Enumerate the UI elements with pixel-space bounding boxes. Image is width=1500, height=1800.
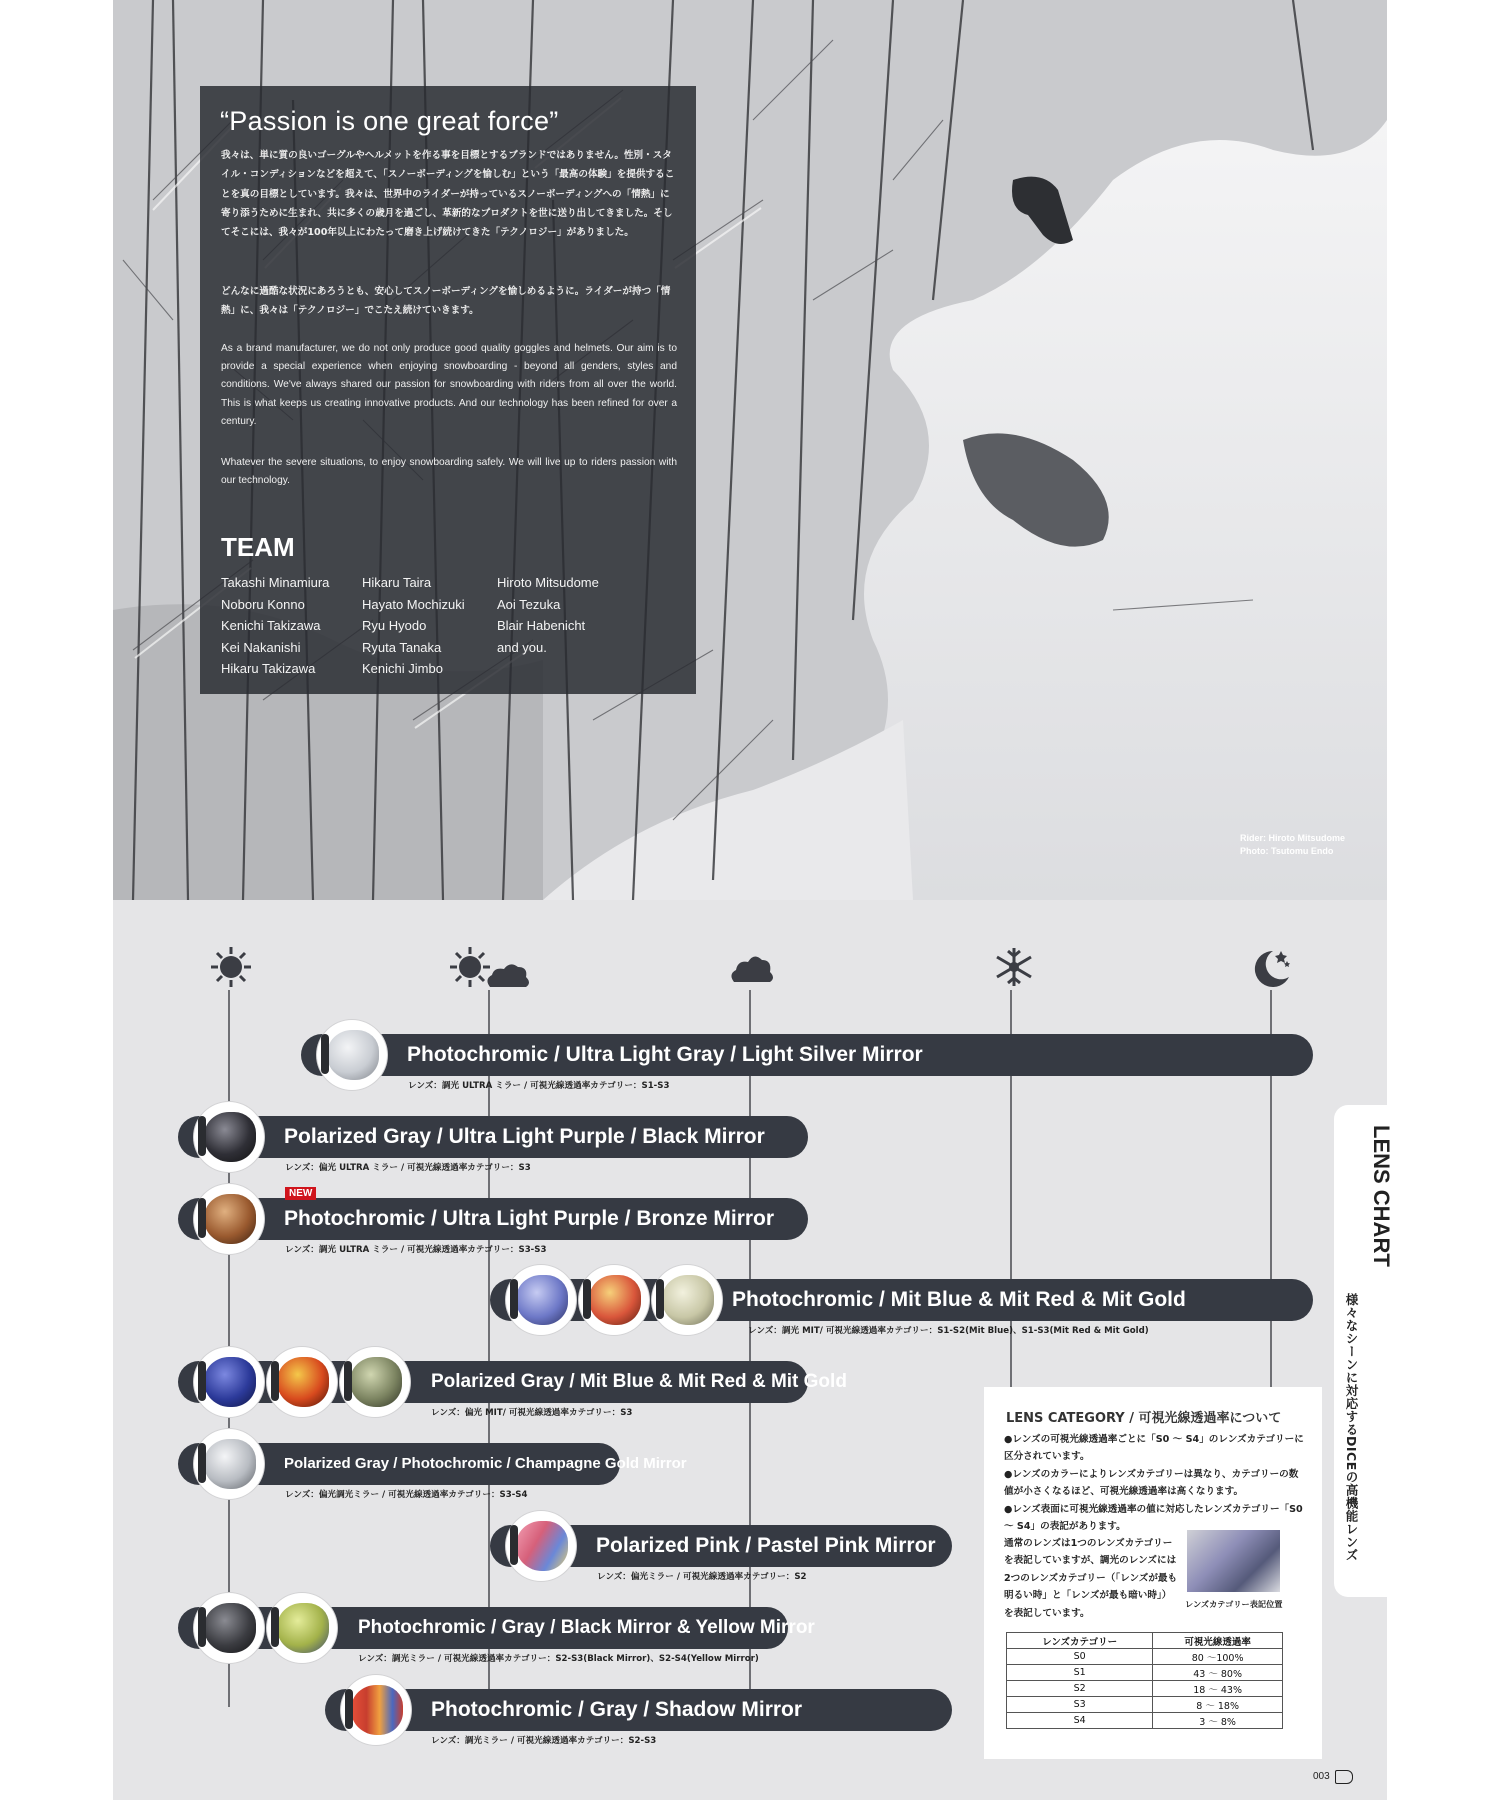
brand-statement-box	[200, 86, 696, 694]
lens-bar	[178, 1198, 808, 1240]
team-member: Noboru Konno	[221, 596, 305, 612]
lens-swatch	[194, 1429, 264, 1499]
team-member: Aoi Tezuka	[497, 596, 561, 612]
lens-category-mark-caption: レンズカテゴリー表記位置	[1185, 1599, 1283, 1609]
team-member: Blair Habenicht	[497, 618, 586, 634]
table-header: レンズカテゴリー	[1007, 1633, 1153, 1649]
lens-spec: レンズ：偏光 ULTRA ミラー / 可視光線透過率カテゴリー：S3	[285, 1163, 531, 1173]
cloud-icon	[730, 950, 774, 990]
team-column-2	[362, 572, 465, 680]
category-bullet-1: ●レンズの可視光線透過率ごとに「S0 ～ S4」のレンズカテゴリーに区分されています。	[1004, 1434, 1304, 1463]
goggle-lens-image	[350, 1357, 402, 1407]
category-bullet-3: ●レンズ表面に可視光線透過率の値に対応したレンズカテゴリー「S0 ～ S4」の表記があります。	[1004, 1504, 1303, 1533]
brand-quote: “Passion is one great force”	[220, 106, 559, 136]
goggle-lens-image	[204, 1603, 256, 1653]
hero-photo	[113, 0, 1387, 900]
team-member: Ryuta Tanaka	[362, 639, 442, 655]
table-cell: 8 ～ 18%	[1153, 1697, 1283, 1713]
table-cell: S0	[1007, 1649, 1153, 1665]
lens-name: Photochromic / Gray / Shadow Mirror	[431, 1698, 803, 1721]
team-member: Takashi Minamiura	[221, 575, 330, 590]
table-cell: 3 ～ 8%	[1153, 1713, 1283, 1729]
table-cell: S4	[1007, 1713, 1153, 1729]
en-paragraph-1: As a brand manufacturer, we do not only produce good quality goggles and helmets. Our aim is to provide a special experience when enjoying snowboarding - beyond all genders, styles and conditions. We've always shared our passion for snowboarding with riders from all over the world. This is what keeps us creating innovative products. And our technology has been refined for over a century.	[221, 343, 677, 427]
team-member: Hikaru Taira	[362, 575, 432, 590]
goggle-lens-image	[277, 1603, 329, 1653]
goggle-lens-image	[204, 1439, 256, 1489]
lens-spec: レンズ：調光 ULTRA ミラー / 可視光線透過率カテゴリー：S1-S3	[408, 1081, 670, 1091]
table-header-row	[1007, 1633, 1283, 1649]
lens-swatch	[506, 1265, 576, 1335]
goggle-lens-image	[662, 1275, 714, 1325]
side-tab-title: LENS CHART	[1369, 1125, 1394, 1267]
goggle-lens-image	[277, 1357, 329, 1407]
lens-name: Polarized Gray / Mit Blue & Mit Red & Mit Gold	[431, 1371, 847, 1392]
lens-spec: レンズ：調光ミラー / 可視光線透過率カテゴリー：S2-S3	[431, 1736, 657, 1746]
table-row	[1007, 1681, 1283, 1697]
goggle-lens-image	[516, 1521, 568, 1571]
table-header: 可視光線透過率	[1153, 1633, 1283, 1649]
table-cell: 43 ～ 80%	[1153, 1665, 1283, 1681]
photo-credit	[1240, 832, 1345, 858]
lens-bar	[325, 1689, 952, 1731]
lens-spec: レンズ：偏光 MIT/ 可視光線透過率カテゴリー：S3	[431, 1408, 633, 1418]
lens-swatch	[267, 1593, 337, 1663]
lens-category-table	[1006, 1632, 1283, 1729]
table-cell: 18 ～ 43%	[1153, 1681, 1283, 1697]
table-cell: S2	[1007, 1681, 1153, 1697]
snowflake-icon	[992, 945, 1036, 993]
team-member: Kenichi Takizawa	[221, 618, 321, 634]
jp-paragraph-2: どんなに過酷な状況にあろうとも、安心してスノーボーディングを愉しめるように。ライダーが持つ「情熱」に、我々は「テクノロジー」でこたえ続けていきます。	[221, 286, 671, 317]
lens-swatch	[317, 1020, 387, 1090]
lens-spec: レンズ：調光ミラー / 可視光線透過率カテゴリー：S2-S3(Black Mirror)、S2-S4(Yellow Mirror)	[358, 1654, 759, 1664]
team-member: Hikaru Takizawa	[221, 661, 316, 677]
lens-spec: レンズ：調光 ULTRA ミラー / 可視光線透過率カテゴリー：S3-S3	[285, 1245, 547, 1255]
team-member: Ryu Hyodo	[362, 618, 427, 634]
table-row	[1007, 1713, 1283, 1729]
lens-name: Photochromic / Ultra Light Purple / Bronze Mirror	[284, 1207, 775, 1230]
team-member: and you.	[497, 639, 547, 655]
lens-name: Polarized Gray / Ultra Light Purple / Black Mirror	[284, 1125, 765, 1148]
team-member: Hiroto Mitsudome	[497, 575, 599, 590]
table-cell: S1	[1007, 1665, 1153, 1681]
table-row	[1007, 1665, 1283, 1681]
credit-photo: Photo: Tsutomu Endo	[1240, 846, 1334, 856]
lens-category-title: LENS CATEGORY / 可視光線透過率について	[1006, 1411, 1282, 1426]
lens-name: Photochromic / Ultra Light Gray / Light Silver Mirror	[407, 1043, 923, 1066]
goggle-lens-image	[204, 1194, 256, 1244]
moon-stars-icon	[1249, 945, 1293, 993]
goggle-lens-image	[327, 1030, 379, 1080]
category-bullet-2: ●レンズのカラーによりレンズカテゴリーは異なり、カテゴリーの数値が小さくなるほど、可視光線透過率は高くなります。	[1004, 1469, 1299, 1498]
team-column-1	[221, 572, 329, 680]
table-row	[1007, 1697, 1283, 1713]
lens-category-box	[984, 1387, 1322, 1759]
team-member: Kenichi Jimbo	[362, 661, 443, 677]
team-column-3	[497, 572, 599, 658]
lens-swatch	[506, 1511, 576, 1581]
goggle-lens-image	[589, 1275, 641, 1325]
lens-name: Polarized Pink / Pastel Pink Mirror	[596, 1534, 936, 1557]
table-cell: S3	[1007, 1697, 1153, 1713]
jp-paragraph-1: 我々は、単に質の良いゴーグルやヘルメットを作る事を目標とするブランドではありません。性別・スタイル・コンディションなどを超えて、「スノーボーディングを愉しむ」という「最高の体験」を提供することを真の目標としています。我々は、世界中のライダーが持っているスノーボーディングへの「情熱」に寄り添うために生まれ、共に多くの歳月を過ごし、革新的なプロダクトを世に送り出してきました。そしてそこには、我々が100年以上にわたって磨き上げ続けてきた「テクノロジー」がありました。	[221, 150, 675, 239]
credit-rider: Rider: Hiroto Mitsudome	[1240, 833, 1345, 843]
lens-bar	[178, 1116, 808, 1158]
team-title: TEAM	[221, 532, 295, 562]
lens-name: Polarized Gray / Photochromic / Champagne Gold Mirror	[284, 1455, 687, 1472]
lens-bar	[301, 1034, 1313, 1076]
lens-name: Photochromic / Gray / Black Mirror & Yellow Mirror	[358, 1617, 815, 1638]
sun-cloud-icon	[448, 945, 538, 993]
goggle-lens-image	[204, 1112, 256, 1162]
catalog-page	[113, 0, 1394, 1800]
team-member: Kei Nakanishi	[221, 639, 301, 655]
lens-swatch	[341, 1675, 411, 1745]
lens-category-mark-photo	[1187, 1530, 1280, 1592]
goggle-lens-image	[351, 1685, 403, 1735]
sun-icon	[209, 945, 253, 993]
lens-swatch	[267, 1347, 337, 1417]
dice-logo-icon	[1335, 1770, 1353, 1784]
lens-swatch	[194, 1102, 264, 1172]
lens-swatch	[194, 1593, 264, 1663]
category-note: 通常のレンズは1つのレンズカテゴリーを表記していますが、調光のレンズには2つのレンズカテゴリー（「レンズが最も明るい時」と「レンズが最も暗い時」）を表記しています。	[1004, 1538, 1178, 1619]
goggle-lens-image	[516, 1275, 568, 1325]
lens-swatch	[340, 1347, 410, 1417]
lens-name: Photochromic / Mit Blue & Mit Red & Mit Gold	[732, 1288, 1186, 1311]
table-cell: 80 ～100%	[1153, 1649, 1283, 1665]
lens-swatch	[652, 1265, 722, 1335]
goggle-lens-image	[204, 1357, 256, 1407]
lens-spec: レンズ：偏光ミラー / 可視光線透過率カテゴリー：S2	[597, 1572, 807, 1582]
lens-swatch	[194, 1347, 264, 1417]
lens-swatch	[194, 1184, 264, 1254]
page-number: 003	[1313, 1771, 1330, 1782]
lens-chart-side-tab	[1334, 1105, 1394, 1597]
lens-swatch	[579, 1265, 649, 1335]
table-row	[1007, 1649, 1283, 1665]
lens-spec: レンズ：偏光調光ミラー / 可視光線透過率カテゴリー：S3-S4	[285, 1490, 528, 1500]
side-tab-subtitle: 様々なシーンに対応するDICEの高機能レンズ	[1344, 1293, 1359, 1562]
lens-spec: レンズ：調光 MIT/ 可視光線透過率カテゴリー：S1-S2(Mit Blue)、S1-S3(Mit Red & Mit Gold)	[748, 1326, 1149, 1336]
team-member: Hayato Mochizuki	[362, 596, 465, 612]
en-paragraph-2: Whatever the severe situations, to enjoy snowboarding safely. We will live up to riders passion with our technology.	[221, 457, 677, 487]
new-badge: NEW	[285, 1187, 316, 1200]
